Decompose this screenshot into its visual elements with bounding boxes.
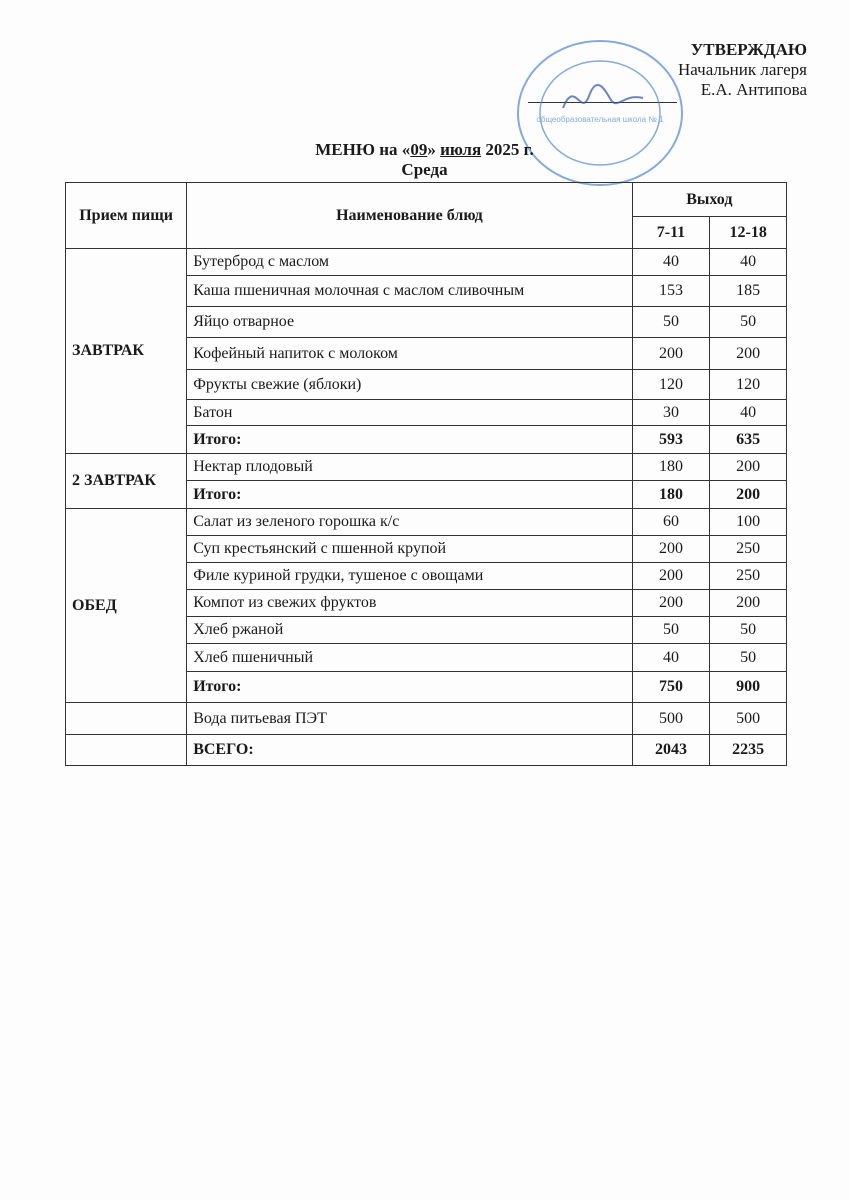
page-title: [0, 140, 849, 180]
qty-7-11: 50: [632, 617, 710, 644]
menu-date-line: МЕНЮ на «09» июля 2025 г.: [315, 140, 534, 159]
dish-name: Суп крестьянский с пшенной крупой: [187, 536, 632, 563]
grand-total-7-11: 2043: [632, 735, 710, 766]
stamp-text: общеобразовательная школа № 1: [536, 115, 664, 124]
header-age-12-18: 12-18: [710, 217, 787, 249]
qty-7-11: 200: [632, 338, 710, 370]
approval-title: УТВЕРЖДАЮ: [690, 40, 807, 59]
qty-7-11: 180: [632, 454, 710, 481]
qty-7-11: 50: [632, 307, 710, 338]
dish-name: Каша пшеничная молочная с маслом сливочным: [187, 276, 632, 307]
header-dish: Наименование блюд: [187, 183, 632, 249]
dish-name: Салат из зеленого горошка к/с: [187, 509, 632, 536]
table-row: [66, 509, 787, 536]
subtotal-label: Итого:: [187, 672, 632, 703]
qty-7-11: 153: [632, 276, 710, 307]
qty-12-18: 200: [710, 590, 787, 617]
dish-name: Бутерброд с маслом: [187, 249, 632, 276]
meal-lunch: ОБЕД: [66, 509, 187, 703]
dish-name: Филе куриной грудки, тушеное с овощами: [187, 563, 632, 590]
dish-name: Кофейный напиток с молоком: [187, 338, 632, 370]
table-row: [66, 454, 787, 481]
qty-12-18: 200: [710, 454, 787, 481]
qty-7-11: 40: [632, 644, 710, 672]
qty-7-11: 30: [632, 400, 710, 426]
header-age-7-11: 7-11: [632, 217, 710, 249]
dish-name: Яйцо отварное: [187, 307, 632, 338]
header-output: Выход: [632, 183, 786, 217]
table-row: [66, 703, 787, 735]
table-row: [66, 249, 787, 276]
weekday: Среда: [401, 160, 448, 179]
grand-total-row: [66, 735, 787, 766]
qty-12-18: 100: [710, 509, 787, 536]
qty-12-18: 50: [710, 307, 787, 338]
empty-meal-cell: [66, 703, 187, 735]
menu-table: [65, 182, 787, 766]
qty-7-11: 120: [632, 370, 710, 400]
signature-icon: [563, 85, 643, 108]
grand-total-12-18: 2235: [710, 735, 787, 766]
qty-12-18: 200: [710, 338, 787, 370]
qty-7-11: 40: [632, 249, 710, 276]
qty-12-18: 250: [710, 536, 787, 563]
approval-name: Е.А. Антипова: [700, 80, 807, 99]
subtotal-7-11: 593: [632, 426, 710, 454]
subtotal-label: Итого:: [187, 426, 632, 454]
qty-12-18: 250: [710, 563, 787, 590]
qty-12-18: 185: [710, 276, 787, 307]
dish-name: Вода питьевая ПЭТ: [187, 703, 632, 735]
subtotal-12-18: 900: [710, 672, 787, 703]
qty-12-18: 500: [710, 703, 787, 735]
qty-12-18: 50: [710, 617, 787, 644]
dish-name: Компот из свежих фруктов: [187, 590, 632, 617]
dish-name: Фрукты свежие (яблоки): [187, 370, 632, 400]
qty-7-11: 60: [632, 509, 710, 536]
subtotal-7-11: 750: [632, 672, 710, 703]
header-meal: Прием пищи: [66, 183, 187, 249]
meal-breakfast: ЗАВТРАК: [66, 249, 187, 454]
dish-name: Нектар плодовый: [187, 454, 632, 481]
qty-7-11: 500: [632, 703, 710, 735]
subtotal-label: Итого:: [187, 481, 632, 509]
qty-12-18: 120: [710, 370, 787, 400]
subtotal-12-18: 635: [710, 426, 787, 454]
dish-name: Хлеб ржаной: [187, 617, 632, 644]
grand-total-label: ВСЕГО:: [187, 735, 632, 766]
dish-name: Хлеб пшеничный: [187, 644, 632, 672]
approval-block: [678, 40, 807, 100]
meal-second-breakfast: 2 ЗАВТРАК: [66, 454, 187, 509]
empty-meal-cell: [66, 735, 187, 766]
qty-7-11: 200: [632, 590, 710, 617]
qty-7-11: 200: [632, 536, 710, 563]
subtotal-7-11: 180: [632, 481, 710, 509]
qty-12-18: 40: [710, 249, 787, 276]
qty-12-18: 40: [710, 400, 787, 426]
dish-name: Батон: [187, 400, 632, 426]
qty-7-11: 200: [632, 563, 710, 590]
qty-12-18: 50: [710, 644, 787, 672]
approval-position: Начальник лагеря: [678, 60, 807, 79]
subtotal-12-18: 200: [710, 481, 787, 509]
